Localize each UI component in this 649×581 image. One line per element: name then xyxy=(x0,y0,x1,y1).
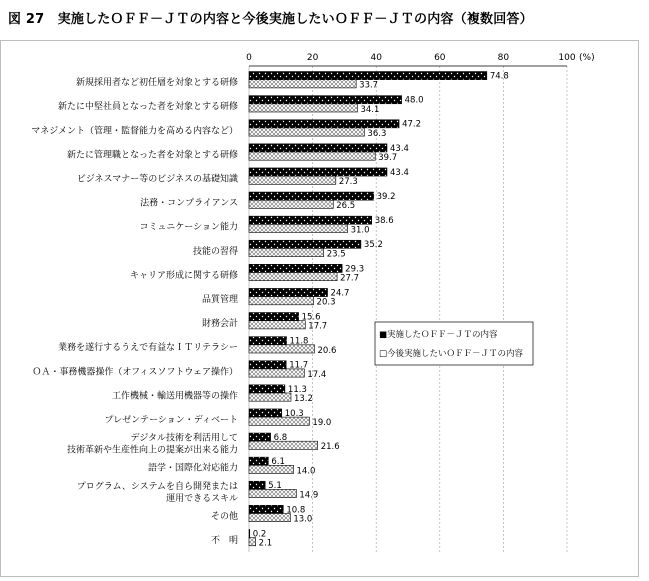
category-label: 工作機械・輸送用機器等の操作 xyxy=(111,391,238,402)
x-unit-label: (%) xyxy=(579,53,595,63)
value-label-implemented: 11.8 xyxy=(289,336,309,347)
category-label: 語学・国際化対応能力 xyxy=(147,463,238,474)
category-label: プレゼンテーション・ディベート xyxy=(104,415,238,426)
value-label-planned: 21.6 xyxy=(320,442,340,453)
value-label-implemented: 6.1 xyxy=(271,457,285,468)
bar-implemented xyxy=(249,361,286,369)
x-tick-label: 0 xyxy=(246,53,252,63)
value-label-implemented: 10.3 xyxy=(284,408,304,419)
bar-planned xyxy=(249,514,290,522)
value-label-implemented: 43.4 xyxy=(390,143,409,154)
value-label-planned: 39.7 xyxy=(378,153,398,163)
category-label: プログラム、システムを自ら開発または xyxy=(76,481,238,492)
value-label-implemented: 11.7 xyxy=(289,360,309,371)
category-label: デジタル技術を利活用して xyxy=(130,433,238,444)
category-label: 技術革新や生産性向上の提案が出来る能力 xyxy=(66,445,238,456)
value-label-implemented: 74.8 xyxy=(489,71,509,82)
bar-implemented xyxy=(249,240,361,248)
value-label-implemented: 29.3 xyxy=(345,264,365,275)
bar-implemented xyxy=(249,505,283,513)
x-tick-label: 40 xyxy=(370,53,382,63)
value-label-planned: 17.4 xyxy=(307,369,327,380)
legend-item-planned: □今後実施したいＯＦＦ－ＪＴの内容 xyxy=(379,349,524,359)
value-label-planned: 20.6 xyxy=(317,345,337,356)
value-label-planned: 27.7 xyxy=(340,273,360,284)
category-label: ＯＡ・事務機器操作（オフィスソフトウェア操作） xyxy=(32,367,238,378)
category-label: マネジメント（管理・監督能力を高める内容など） xyxy=(31,126,238,137)
category-label: 新規採用者など初任層を対象とする研修 xyxy=(75,78,238,89)
bar-implemented xyxy=(249,433,271,441)
bar-implemented xyxy=(249,481,265,489)
value-label-implemented: 48.0 xyxy=(404,95,424,106)
value-label-planned: 13.2 xyxy=(293,394,313,404)
value-label-implemented: 15.6 xyxy=(301,312,321,323)
bar-implemented xyxy=(249,96,402,104)
bar-planned xyxy=(249,128,364,136)
category-label: 業務を遂行するうえで有益なＩＴリテラシー xyxy=(58,343,238,354)
bar-implemented xyxy=(249,457,268,465)
value-label-planned: 20.3 xyxy=(316,297,336,308)
category-label: ビジネスマナー等のビジネスの基礎知識 xyxy=(76,174,238,185)
value-label-implemented: 39.2 xyxy=(376,192,396,202)
category-label: キャリア形成に関する研修 xyxy=(129,270,238,281)
x-tick-label: 60 xyxy=(434,53,446,63)
bar-planned xyxy=(249,176,336,184)
bar-planned xyxy=(249,104,357,112)
category-label: 運用できるスキル xyxy=(166,493,238,504)
category-label: コミュニケーション能力 xyxy=(139,222,238,233)
bar-implemented xyxy=(249,120,399,128)
category-label: 法務・コンプライアンス xyxy=(140,198,238,209)
value-label-implemented: 5.1 xyxy=(268,481,282,492)
bar-implemented xyxy=(249,337,287,345)
bar-planned xyxy=(249,80,356,88)
bar-planned xyxy=(249,297,314,305)
bar-planned xyxy=(249,248,324,256)
category-label: 財務会計 xyxy=(201,319,238,330)
value-label-implemented: 0.2 xyxy=(252,529,267,540)
value-label-implemented: 43.4 xyxy=(390,167,409,178)
value-label-planned: 27.3 xyxy=(338,177,358,188)
value-label-planned: 17.7 xyxy=(308,321,328,332)
bar-planned xyxy=(249,152,375,160)
category-label: 品質管理 xyxy=(201,294,238,305)
bar-planned xyxy=(249,273,337,281)
bar-implemented xyxy=(249,529,250,537)
bar-implemented xyxy=(249,288,328,296)
value-label-planned: 23.5 xyxy=(326,249,346,260)
value-label-planned: 14.0 xyxy=(296,466,316,477)
bar-planned xyxy=(249,200,333,208)
value-label-planned: 13.0 xyxy=(293,514,313,525)
chart-title: 図 27 実施したＯＦＦ－ＪＴの内容と今後実施したいＯＦＦ－ＪＴの内容（複数回答） xyxy=(8,12,533,27)
bar-implemented xyxy=(249,72,487,80)
category-label: 新たに管理職となった者を対象とする研修 xyxy=(66,150,238,161)
value-label-implemented: 38.6 xyxy=(374,216,394,227)
bar-implemented xyxy=(249,192,374,200)
category-label: 技能の習得 xyxy=(192,246,238,257)
value-label-implemented: 10.8 xyxy=(286,505,306,516)
bar-planned xyxy=(249,393,291,401)
bar-planned xyxy=(249,321,305,329)
category-label: その他 xyxy=(210,511,238,522)
x-tick-label: 20 xyxy=(306,53,319,63)
category-label: 新たに中堅社員となった者を対象とする研修 xyxy=(57,102,238,113)
bar-implemented xyxy=(249,144,387,152)
bar-implemented xyxy=(249,313,299,321)
value-label-implemented: 35.2 xyxy=(363,240,383,251)
bar-implemented xyxy=(249,264,342,272)
bar-implemented xyxy=(249,216,372,224)
value-label-implemented: 47.2 xyxy=(402,119,422,130)
value-label-planned: 26.5 xyxy=(336,201,356,212)
value-label-implemented: 6.8 xyxy=(273,433,288,443)
value-label-planned: 2.1 xyxy=(258,538,273,549)
value-label-planned: 34.1 xyxy=(360,104,380,115)
value-label-planned: 36.3 xyxy=(367,128,387,139)
value-label-planned: 31.0 xyxy=(350,225,370,236)
category-label: 不 明 xyxy=(210,535,238,546)
bar-implemented xyxy=(249,385,285,393)
legend-item-implemented: ■実施したＯＦＦ－ＪＴの内容 xyxy=(379,330,498,340)
value-label-planned: 19.0 xyxy=(312,418,332,429)
value-label-implemented: 11.3 xyxy=(287,384,307,395)
x-tick-label: 100 xyxy=(558,53,576,63)
x-tick-label: 80 xyxy=(497,53,510,63)
bar-implemented xyxy=(249,168,387,176)
value-label-planned: 14.9 xyxy=(299,490,319,501)
bar-planned xyxy=(249,224,348,232)
value-label-implemented: 24.7 xyxy=(330,288,350,299)
value-label-planned: 33.7 xyxy=(359,80,379,91)
bar-implemented xyxy=(249,409,282,417)
